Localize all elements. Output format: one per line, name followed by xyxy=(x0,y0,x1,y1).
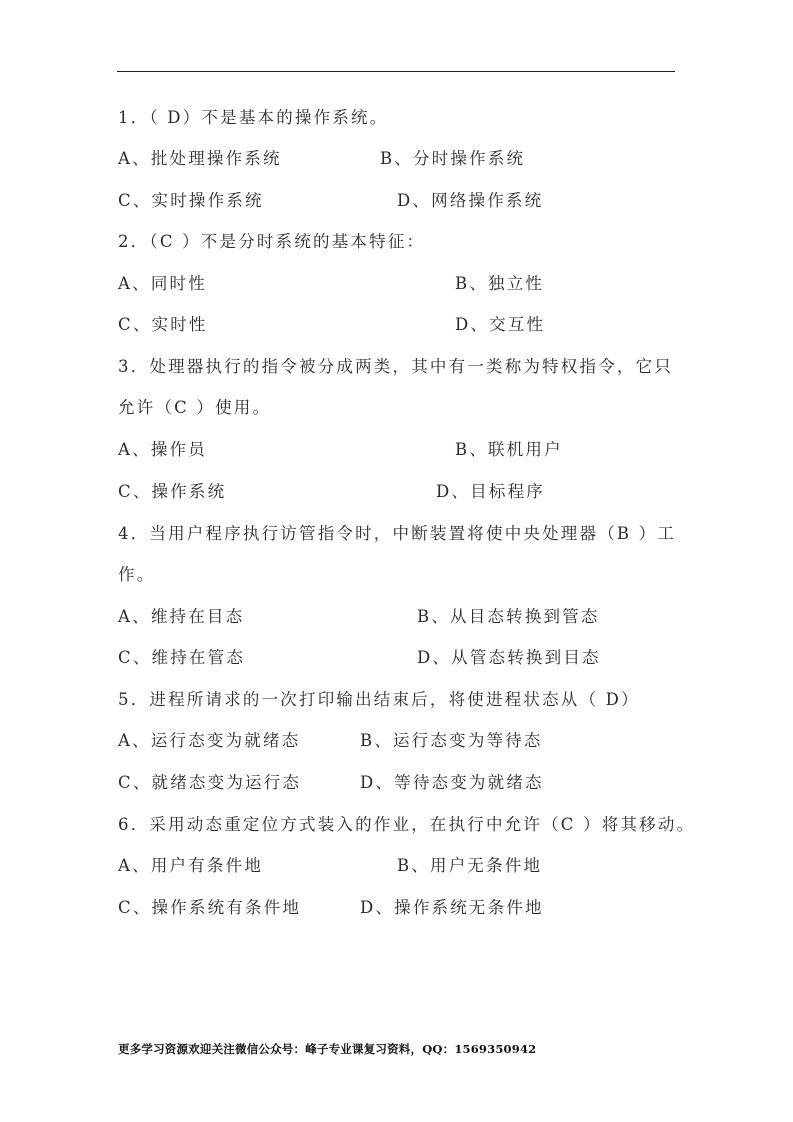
question-2-option-b: B、独立性 xyxy=(455,274,545,293)
question-3-option-c: C、操作系统 xyxy=(118,482,227,501)
question-3-option-d: D、目标程序 xyxy=(436,482,545,501)
question-4-option-d: D、从管态转换到目态 xyxy=(417,648,601,667)
question-1-option-d: D、网络操作系统 xyxy=(397,191,544,210)
question-3-stem-line1: 3．处理器执行的指令被分成两类，其中有一类称为特权指令，它只 xyxy=(118,357,673,376)
question-6-option-b: B、用户无条件地 xyxy=(397,856,543,875)
question-4-option-a: A、维持在目态 xyxy=(118,607,245,626)
question-3-option-a: A、操作员 xyxy=(118,440,207,459)
question-1-option-c: C、实时操作系统 xyxy=(118,191,264,210)
question-5-option-b: B、运行态变为等待态 xyxy=(360,731,543,750)
header-rule xyxy=(117,71,675,72)
question-4-option-c: C、维持在管态 xyxy=(118,648,246,667)
question-2-option-d: D、交互性 xyxy=(455,315,546,334)
question-5-option-d: D、等待态变为就绪态 xyxy=(360,773,544,792)
footer-note: 更多学习资源欢迎关注微信公众号：峰子专业课复习资料，QQ：1569350942 xyxy=(118,1042,537,1056)
question-6-option-a: A、用户有条件地 xyxy=(118,856,264,875)
question-4-stem-line1: 4．当用户程序执行访管指令时，中断装置将使中央处理器（B ）工 xyxy=(118,524,677,543)
question-6-stem: 6．采用动态重定位方式装入的作业，在执行中允许（C ）将其移动。 xyxy=(118,815,696,834)
question-3-stem-line2: 允许（C ）使用。 xyxy=(118,398,272,417)
question-5-option-a: A、运行态变为就绪态 xyxy=(118,731,301,750)
question-4-option-b: B、从目态转换到管态 xyxy=(417,607,600,626)
question-1-option-b: B、分时操作系统 xyxy=(380,149,526,168)
question-1-stem: 1．（ D）不是基本的操作系统。 xyxy=(118,108,389,127)
question-6-option-d: D、操作系统无条件地 xyxy=(360,898,544,917)
question-4-stem-line2: 作。 xyxy=(118,565,156,584)
question-5-option-c: C、就绪态变为运行态 xyxy=(118,773,302,792)
question-5-stem: 5．进程所请求的一次打印输出结束后，将使进程状态从（ D） xyxy=(118,690,640,709)
question-1-option-a: A、批处理操作系统 xyxy=(118,149,282,168)
question-2-stem: 2．（C ）不是分时系统的基本特征： xyxy=(118,232,426,251)
question-2-option-c: C、实时性 xyxy=(118,315,208,334)
question-2-option-a: A、同时性 xyxy=(118,274,207,293)
question-6-option-c: C、操作系统有条件地 xyxy=(118,898,302,917)
question-3-option-b: B、联机用户 xyxy=(455,440,563,459)
